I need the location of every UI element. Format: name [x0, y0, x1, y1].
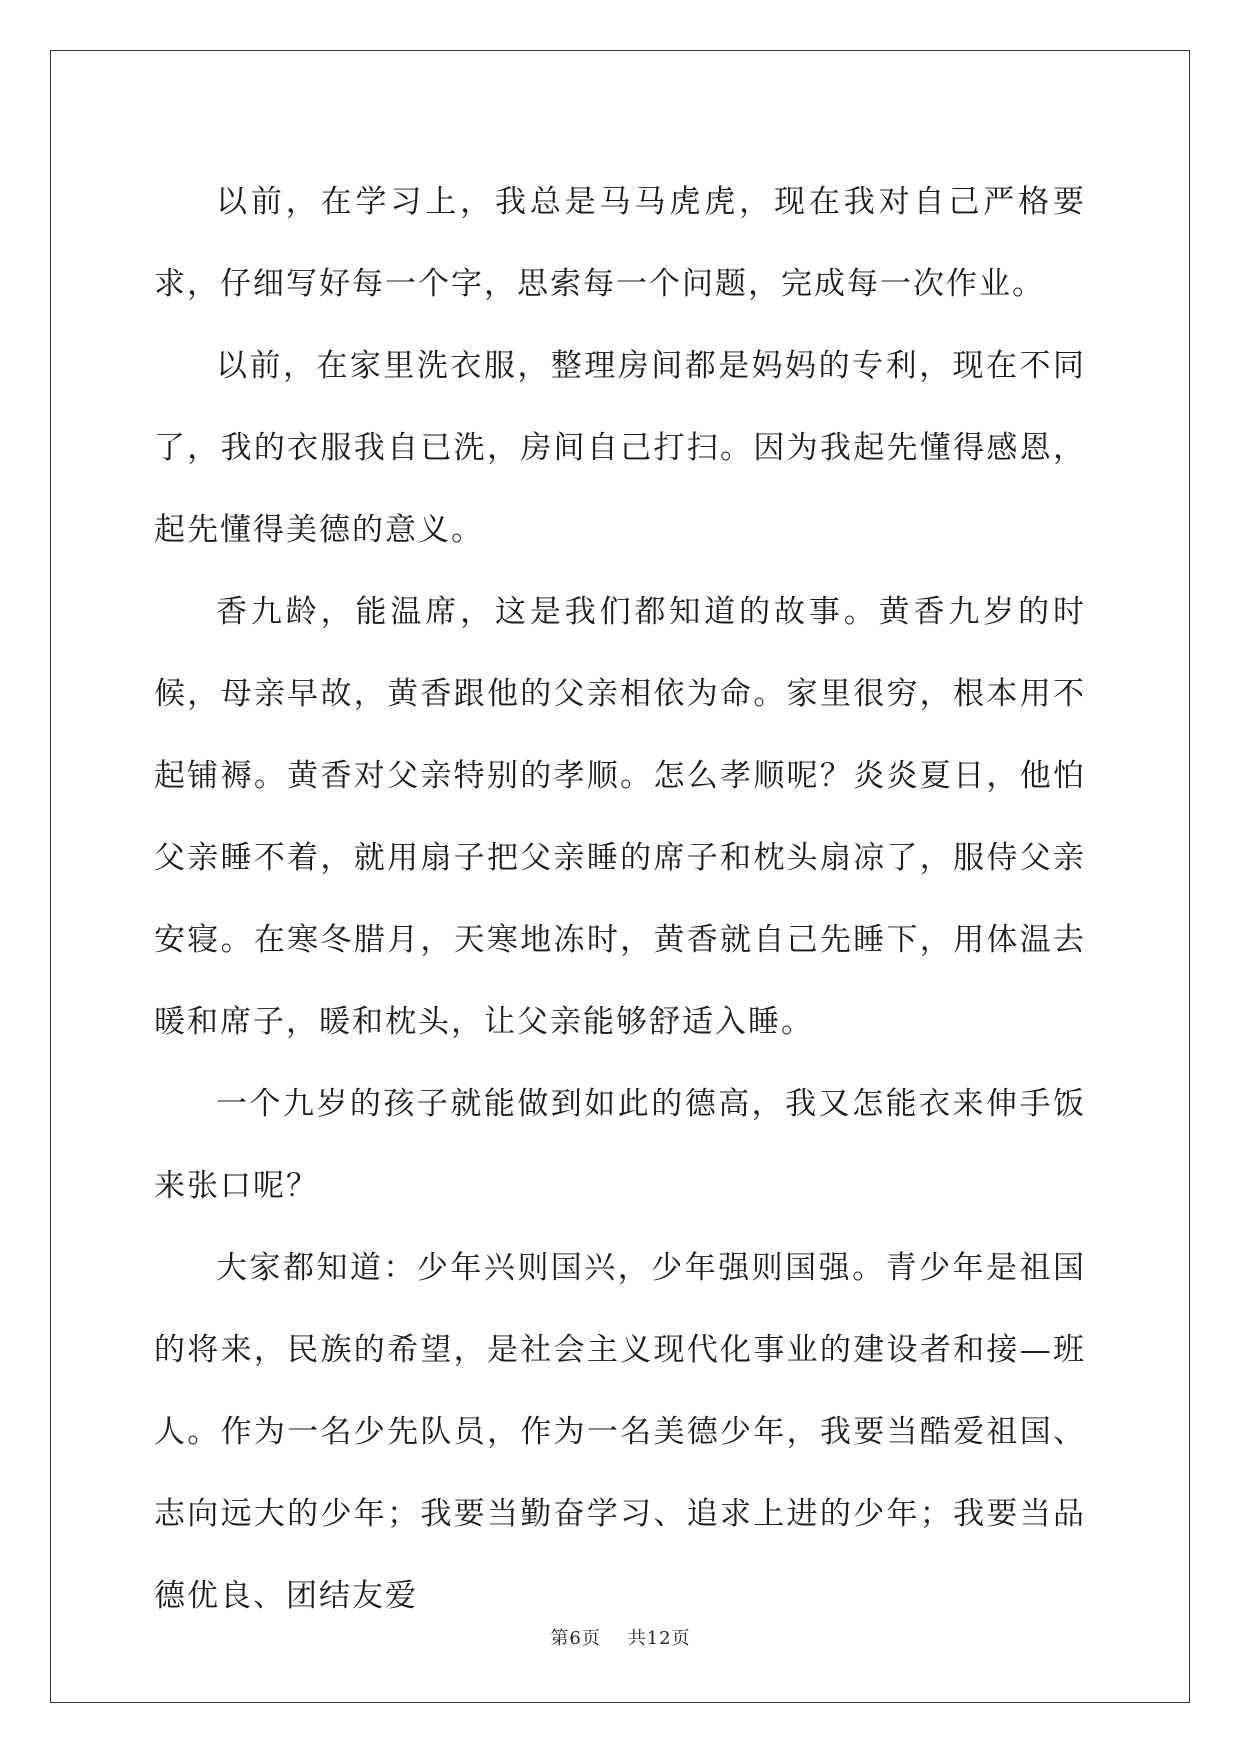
paragraph-2: 以前，在家里洗衣服，整理房间都是妈妈的专利，现在不同了，我的衣服我自已洗，房间自己打扫。因为我起先懂得感恩，起先懂得美德的意义。	[154, 348, 1086, 548]
paragraph-3: 香九龄，能温席，这是我们都知道的故事。黄香九岁的时候，母亲早故，黄香跟他的父亲相依为命。家里很穷，根本用不起铺褥。黄香对父亲特别的孝顺。怎么孝顺呢？炎炎夏日，他怕父亲睡不着，就用扇子把父亲睡的席子和枕头扇凉了，服侍父亲安寝。在寒冬腊月，天寒地冻时，黄香就自己先睡下，用体温去暖和席子，暖和枕头，让父亲能够舒适入睡。	[154, 594, 1086, 1040]
paragraph-4: 一个九岁的孩子就能做到如此的德高，我又怎能衣来伸手饭来张口呢？	[154, 1086, 1086, 1204]
paragraph-5: 大家都知道：少年兴则国兴，少年强则国强。青少年是祖国的将来，民族的希望，是社会主义现代化事业的建设者和接—班人。作为一名少先队员，作为一名美德少年，我要当酷爱祖国、志向远大的少年；我要当勤奋学习、追求上进的少年；我要当品德优良、团结友爱	[154, 1250, 1086, 1614]
total-pages: 共12页	[627, 1628, 691, 1649]
page-number: 第6页	[550, 1628, 601, 1649]
document-body	[154, 161, 1086, 1637]
paragraph-1: 以前，在学习上，我总是马马虎虎，现在我对自己严格要求，仔细写好每一个字，思索每一个问题，完成每一次作业。	[154, 184, 1086, 302]
page-footer	[0, 1624, 1241, 1650]
